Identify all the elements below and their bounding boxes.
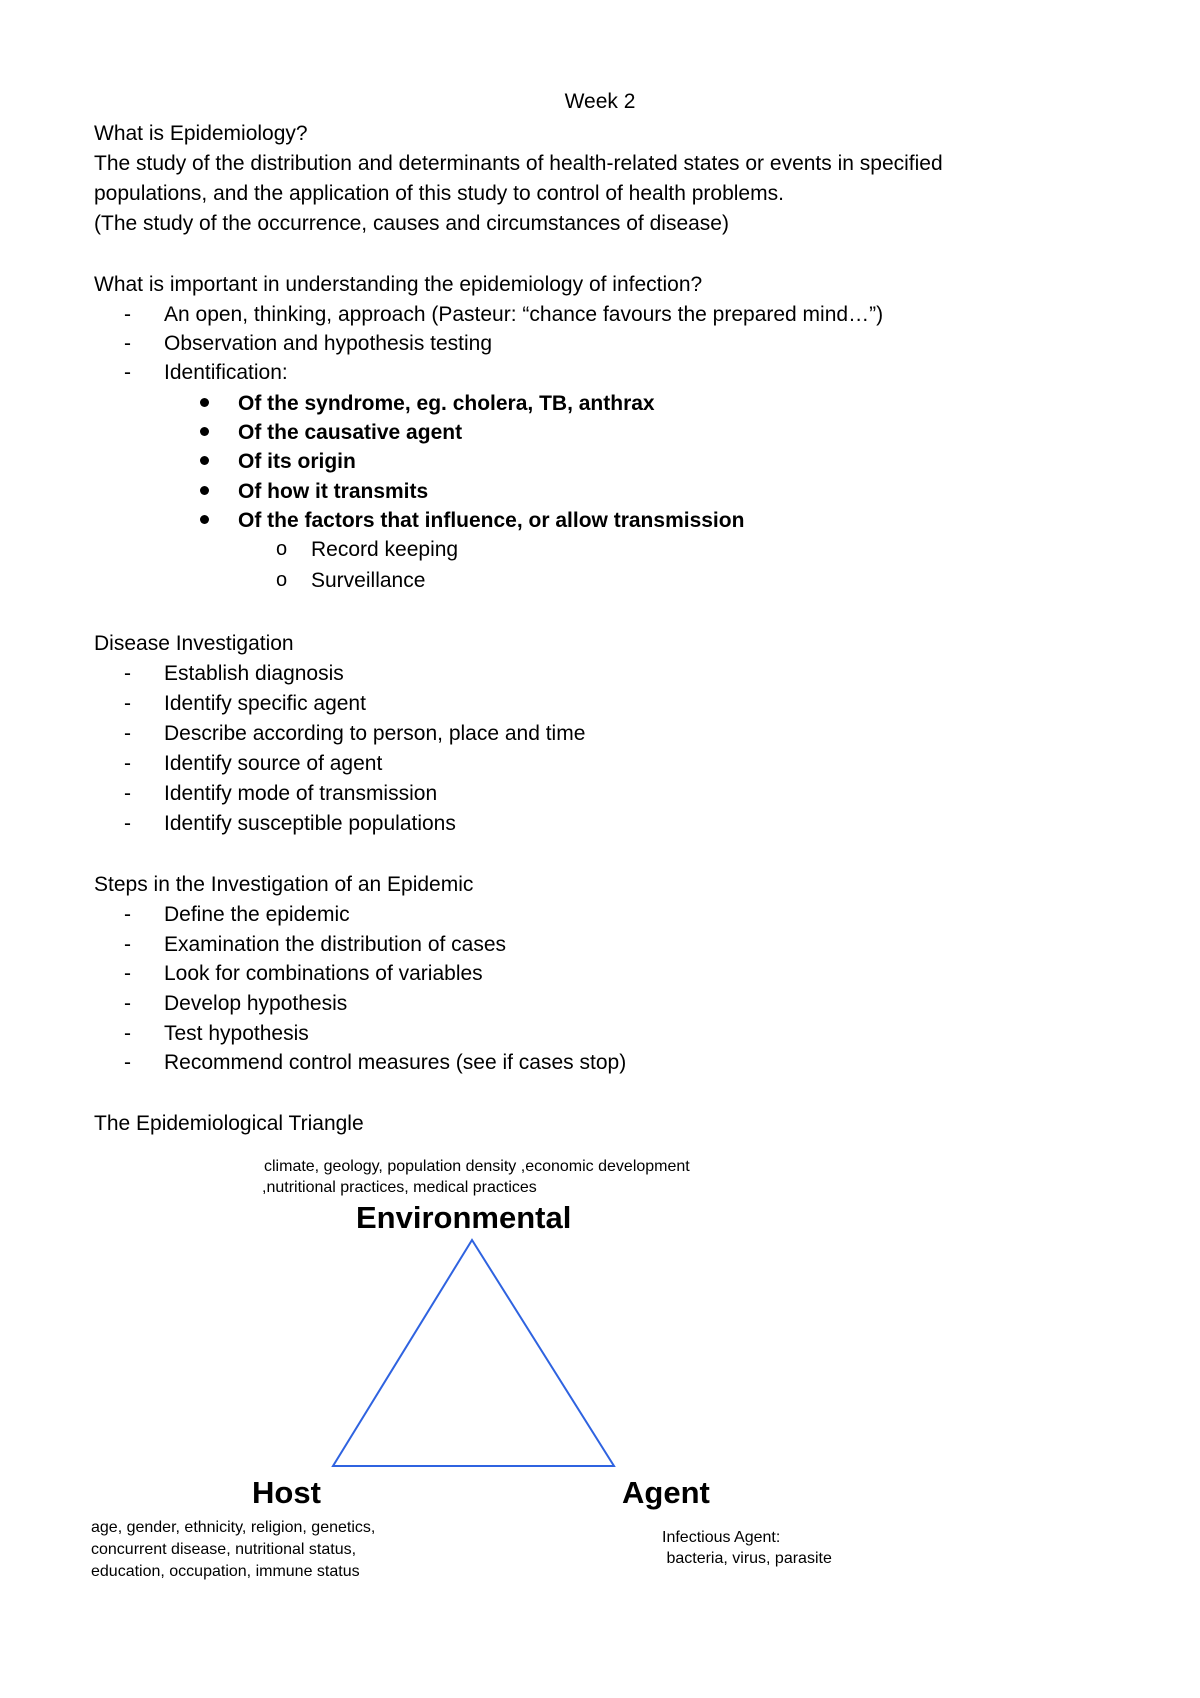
section-heading-epidemic-steps: Steps in the Investigation of an Epidemic (94, 873, 474, 896)
environmental-label: Environmental (356, 1200, 572, 1235)
sub-list-item-text: Of the syndrome, eg. cholera, TB, anthrax (238, 392, 655, 415)
section-heading-disease-investigation: Disease Investigation (94, 632, 294, 655)
list-item-text: Test hypothesis (164, 1022, 309, 1045)
environmental-description-line: climate, geology, population density ,economic development (264, 1158, 690, 1175)
list-item-text: Define the epidemic (164, 903, 350, 926)
list-item-text: Identification: (164, 361, 288, 384)
host-description-line: education, occupation, immune status (91, 1563, 360, 1580)
agent-label: Agent (622, 1475, 710, 1510)
list-item-text: Develop hypothesis (164, 992, 348, 1015)
list-item-text: An open, thinking, approach (Pasteur: “chance favours the prepared mind…”) (164, 303, 884, 326)
circle-bullet-icon: o (276, 538, 288, 560)
host-label: Host (252, 1475, 321, 1510)
list-item-text: Establish diagnosis (164, 662, 344, 685)
list-item-text: Describe according to person, place and time (164, 722, 586, 745)
dash-marker: - (124, 692, 131, 715)
agent-description-line: Infectious Agent: (662, 1529, 781, 1546)
host-description-line: age, gender, ethnicity, religion, genetics, (91, 1519, 376, 1536)
sub-sub-list-item-text: Record keeping (311, 538, 459, 561)
triangle-shape (333, 1240, 614, 1466)
dash-marker: - (124, 933, 131, 956)
section-heading-triangle: The Epidemiological Triangle (94, 1112, 364, 1135)
section-heading-epidemiology: What is Epidemiology? (94, 122, 308, 145)
definition-line: The study of the distribution and determinants of health-related states or events in specified (94, 152, 943, 175)
dash-marker: - (124, 752, 131, 775)
dash-marker: - (124, 812, 131, 835)
section-heading-importance: What is important in understanding the epidemiology of infection? (94, 273, 703, 296)
page-title: Week 2 (564, 90, 636, 113)
list-item-text: Examination the distribution of cases (164, 933, 507, 956)
sub-list-item-text: Of the factors that influence, or allow transmission (238, 509, 745, 532)
sub-list-item-text: Of its origin (238, 450, 356, 473)
dash-marker: - (124, 722, 131, 745)
dash-marker: - (124, 303, 131, 326)
agent-description-line: bacteria, virus, parasite (662, 1550, 832, 1567)
definition-line: populations, and the application of this study to control of health problems. (94, 182, 784, 205)
dash-marker: - (124, 782, 131, 805)
dash-marker: - (124, 361, 131, 384)
sub-list-item-text: Of the causative agent (238, 421, 463, 444)
sub-list-item-text: Of how it transmits (238, 480, 429, 503)
list-item-text: Look for combinations of variables (164, 962, 483, 985)
list-item-text: Identify specific agent (164, 692, 366, 715)
dash-marker: - (124, 332, 131, 355)
list-item-text: Recommend control measures (see if cases stop) (164, 1051, 627, 1074)
dash-marker: - (124, 662, 131, 685)
list-item-text: Identify susceptible populations (164, 812, 456, 835)
dash-marker: - (124, 903, 131, 926)
list-item-text: Identify source of agent (164, 752, 383, 775)
definition-line: (The study of the occurrence, causes and circumstances of disease) (94, 212, 729, 235)
list-item-text: Observation and hypothesis testing (164, 332, 493, 355)
dash-marker: - (124, 962, 131, 985)
dash-marker: - (124, 992, 131, 1015)
sub-sub-list-item-text: Surveillance (311, 569, 426, 592)
dash-marker: - (124, 1051, 131, 1074)
environmental-description-line: ,nutritional practices, medical practices (262, 1179, 537, 1196)
host-description-line: concurrent disease, nutritional status, (91, 1541, 357, 1558)
dash-marker: - (124, 1022, 131, 1045)
circle-bullet-icon: o (276, 569, 288, 591)
list-item-text: Identify mode of transmission (164, 782, 438, 805)
